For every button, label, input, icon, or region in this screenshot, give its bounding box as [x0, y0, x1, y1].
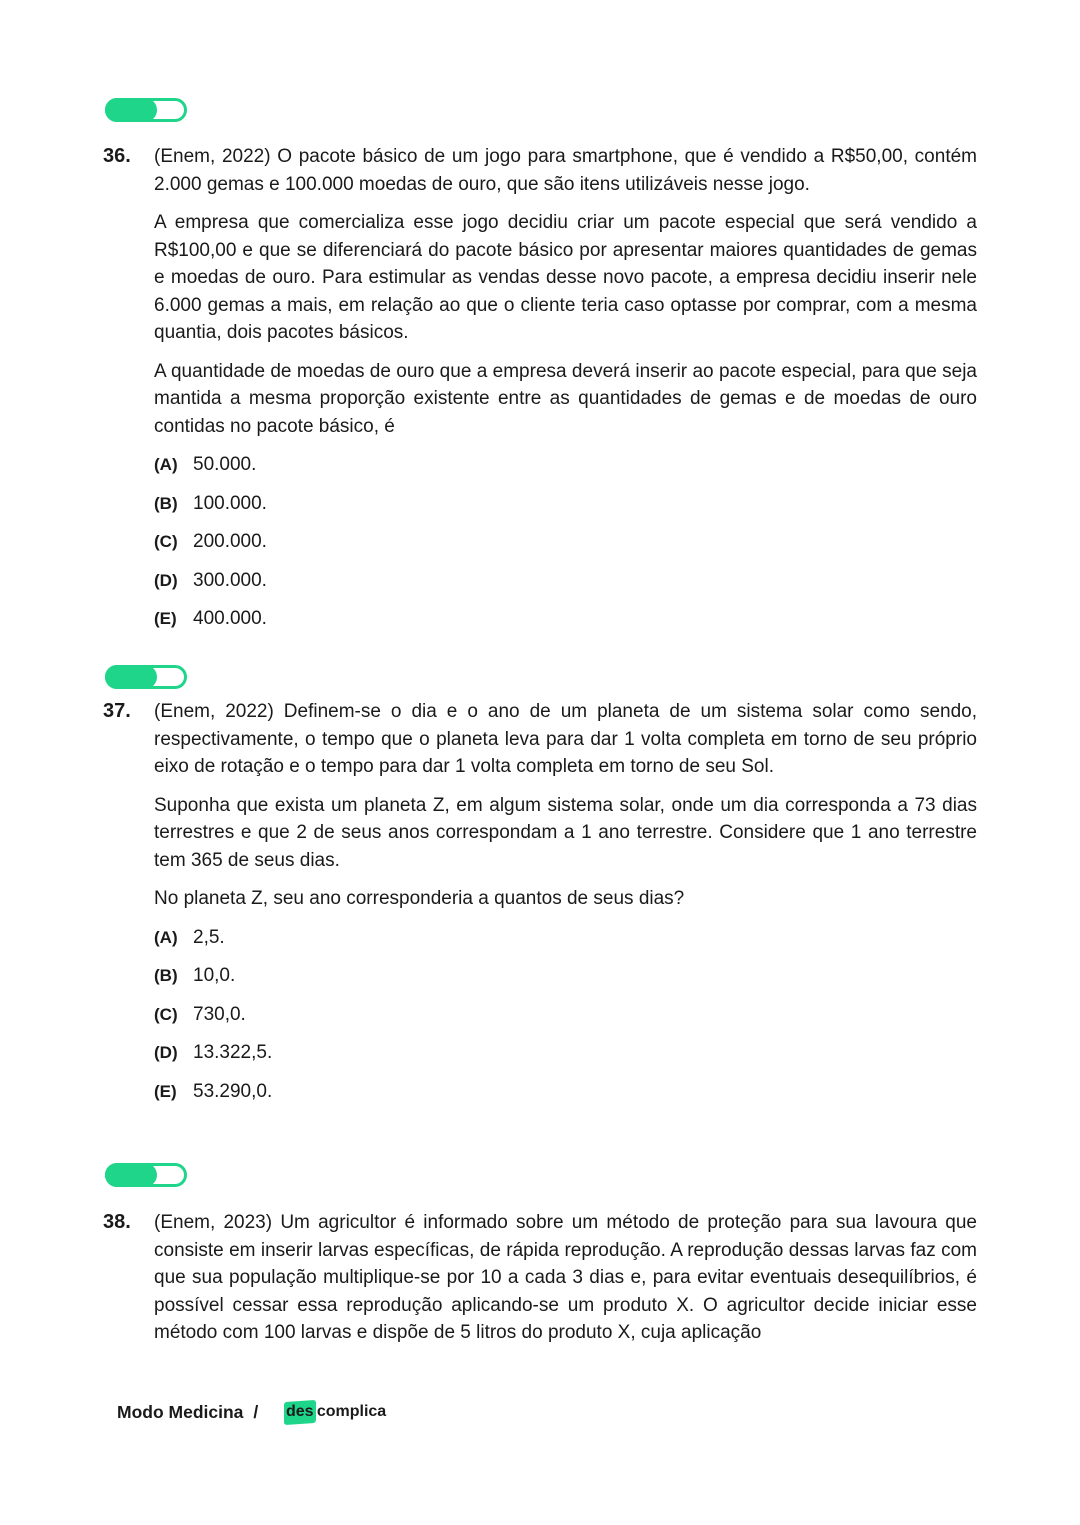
- answer-option-a[interactable]: [154, 924, 977, 963]
- answer-options: [154, 451, 977, 644]
- question-paragraph: (Enem, 2022) O pacote básico de um jogo para smartphone, que é vendido a R$50,00, contém 2.000 gemas e 100.000 moedas de ouro, que são itens utilizáveis nesse jogo.: [154, 146, 977, 195]
- answer-option-a[interactable]: [154, 451, 977, 490]
- answer-option-c[interactable]: [154, 528, 977, 567]
- option-value: 13.322,5.: [193, 1042, 273, 1063]
- logo-highlight-badge: [284, 1399, 316, 1424]
- descomplica-logo: [284, 1401, 386, 1424]
- question-number: 38.: [103, 1211, 131, 1233]
- option-value: 10,0.: [193, 965, 236, 986]
- question-marker-toggle: [105, 665, 187, 689]
- page-footer: [117, 1398, 386, 1426]
- answer-option-c[interactable]: [154, 1001, 977, 1040]
- question-paragraph: A empresa que comercializa esse jogo decidiu criar um pacote especial que será vendido a R$100,00 e que se diferenciará do pacote básico por apresentar maiores quantidades de gemas e moedas de ouro. Para estimular as vendas desse novo pacote, a empresa decidiu inserir nele 6.000 gemas a mais, em relação ao que o cliente teria caso optasse por comprar, com a mesma quantia, dois pacotes básicos.: [154, 212, 977, 343]
- option-letter: (E): [154, 1081, 177, 1101]
- question-paragraph: No planeta Z, seu ano corresponderia a quantos de seus dias?: [154, 888, 685, 909]
- answer-options: [154, 924, 977, 1117]
- option-value: 2,5.: [193, 926, 225, 948]
- option-value: 200.000.: [193, 531, 267, 552]
- logo-highlight-text: des: [286, 1402, 314, 1420]
- option-value: 730,0.: [193, 1003, 246, 1025]
- option-value: 53.290,0.: [193, 1080, 273, 1102]
- option-letter: (A): [154, 455, 178, 474]
- option-letter: (D): [154, 570, 178, 590]
- answer-option-b[interactable]: [154, 490, 977, 529]
- question-body: [154, 143, 977, 644]
- footer-separator: /: [253, 1401, 259, 1422]
- question-paragraph: (Enem, 2022) Definem-se o dia e o ano de um planeta de um sistema solar como sendo, respectivamente, o tempo que o planeta leva para dar 1 volta completa em torno de seu próprio eixo de rotação e o tempo para dar 1 volta completa em torno de seu Sol.: [154, 701, 977, 777]
- question-number: 37.: [103, 700, 131, 722]
- option-value: 400.000.: [193, 608, 267, 629]
- toggle-fill: [105, 1163, 157, 1187]
- option-letter: (B): [154, 493, 178, 513]
- option-letter: (D): [154, 1043, 178, 1062]
- option-letter: (A): [154, 927, 178, 947]
- answer-option-d[interactable]: [154, 567, 977, 606]
- footer-brand-label: Modo Medicina: [117, 1401, 244, 1422]
- question-body: [154, 698, 977, 1116]
- question-marker-toggle: [105, 98, 187, 122]
- question-36: [103, 143, 983, 644]
- toggle-fill: [105, 98, 157, 122]
- question-paragraph: A quantidade de moedas de ouro que a empresa deverá inserir ao pacote especial, para que seja mantida a mesma proporção existente entre as quantidades de gemas e de moedas de ouro contidas no pacote básico, é: [154, 360, 977, 437]
- question-body: [154, 1209, 977, 1347]
- toggle-fill: [105, 665, 157, 689]
- question-38: [103, 1209, 983, 1358]
- option-value: 100.000.: [193, 492, 267, 514]
- option-letter: (B): [154, 966, 178, 985]
- question-marker-toggle: [105, 1163, 187, 1187]
- option-letter: (C): [154, 1004, 178, 1024]
- question-paragraph: (Enem, 2023) Um agricultor é informado sobre um método de proteção para sua lavoura que consiste em inserir larvas específicas, de rápida reprodução. A reprodução dessas larvas faz com que sua população multiplique-se por 10 a cada 3 dias e, para evitar eventuais desequilíbrios, é possível cessar essa reprodução aplicando-se um produto X. O agricultor decide iniciar esse método com 100 larvas e dispõe de 5 litros do produto X, cuja aplicação: [154, 1212, 977, 1343]
- option-value: 50.000.: [193, 454, 257, 475]
- question-paragraph: Suponha que exista um planeta Z, em algum sistema solar, onde um dia corresponda a 73 dias terrestres e que 2 de seus anos correspondam a 1 ano terrestre. Considere que 1 ano terrestre tem 365 de seus dias.: [154, 794, 977, 871]
- option-letter: (E): [154, 609, 177, 628]
- answer-option-d[interactable]: [154, 1039, 977, 1078]
- answer-option-b[interactable]: [154, 962, 977, 1001]
- answer-option-e[interactable]: [154, 605, 977, 644]
- option-value: 300.000.: [193, 569, 267, 591]
- logo-text: complica: [316, 1403, 387, 1420]
- question-number: 36.: [103, 145, 131, 167]
- question-37: [103, 698, 983, 1116]
- option-letter: (C): [154, 532, 178, 551]
- answer-option-e[interactable]: [154, 1078, 977, 1117]
